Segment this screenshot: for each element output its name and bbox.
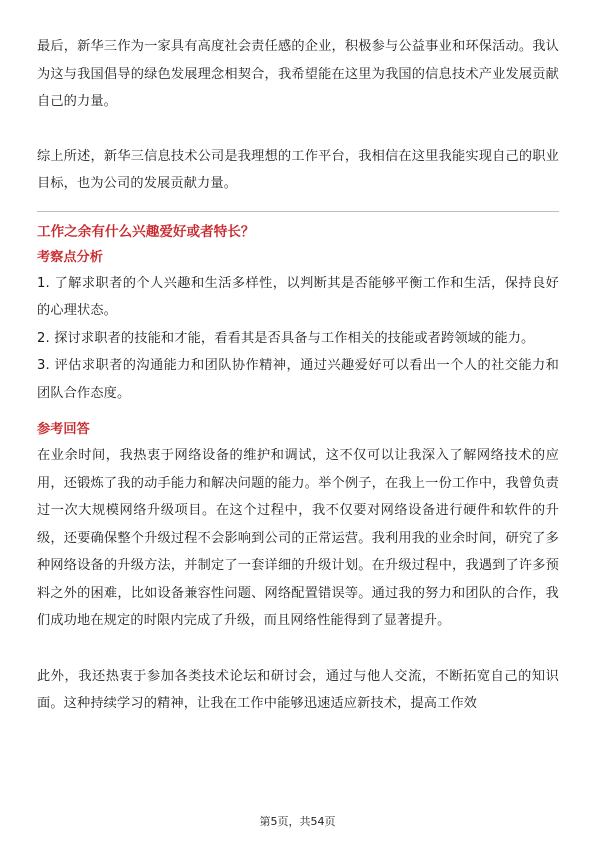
page-content xyxy=(37,33,559,718)
section-divider xyxy=(37,211,559,212)
answer-heading: 参考回答 xyxy=(37,422,90,437)
interview-question: 工作之余有什么兴趣爱好或者特长？ xyxy=(37,223,255,240)
answer-paragraph-2: 此外，我还热衷于参加各类技术论坛和研讨会，通过与他人交流，不断拓宽自己的知识面。这种持续学习的精神，让我在工作中能够迅速适应新技术，提高工作效 xyxy=(37,668,559,711)
analysis-item-2: 2. 探讨求职者的技能和才能，看看其是否具备与工作相关的技能或者跨领域的能力。 xyxy=(37,330,535,346)
answer-paragraph-1: 在业余时间，我热衷于网络设备的维护和调试，这不仅可以让我深入了解网络技术的应用，还锻炼了我的动手能力和解决问题的能力。举个例子，在我上一份工作中，我曾负责过一次大规模网络升级项目。在这个过程中，我不仅要对网络设备进行硬件和软件的升级，还要确保整个升级过程不会影响到公司的正常运营。我利用我的业余时间，研究了多种网络设备的升级方法，并制定了一套详细的升级计划。在升级过程中，我遇到了许多预料之外的困难，比如设备兼容性问题、网络配置错误等。通过我的努力和团队的合作，我们成功地在规定的时限内完成了升级，而且网络性能得到了显著提升。 xyxy=(37,448,559,628)
intro-paragraph-2: 综上所述，新华三信息技术公司是我理想的工作平台，我相信在这里我能实现自己的职业目标，也为公司的发展贡献力量。 xyxy=(37,148,559,191)
analysis-item-3: 3. 评估求职者的沟通能力和团队协作精神，通过兴趣爱好可以看出一个人的社交能力和团队合作态度。 xyxy=(37,358,559,401)
intro-paragraph-1: 最后，新华三作为一家具有高度社会责任感的企业，积极参与公益事业和环保活动。我认为这与我国倡导的绿色发展理念相契合，我希望能在这里为我国的信息技术产业发展贡献自己的力量。 xyxy=(37,39,559,109)
analysis-heading: 考察点分析 xyxy=(37,249,103,265)
analysis-item-1: 1. 了解求职者的个人兴趣和生活多样性，以判断其是否能够平衡工作和生活，保持良好的心理状态。 xyxy=(37,275,559,318)
page-footer: 第5页，共54页 xyxy=(259,815,336,828)
